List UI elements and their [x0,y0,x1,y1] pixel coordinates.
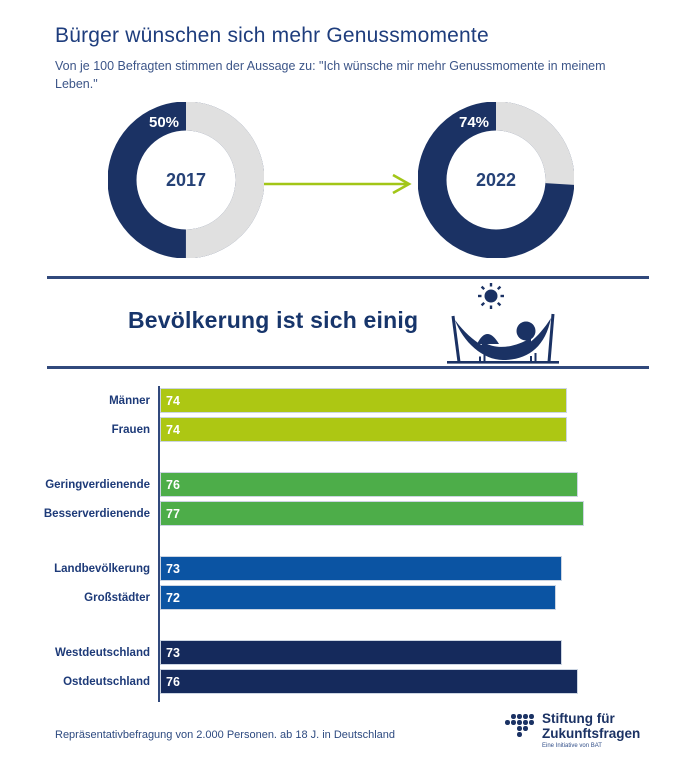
bar-value: 73 [166,561,180,576]
bar [160,388,567,413]
bar-row [0,472,696,497]
bar-row [0,501,696,526]
donut-percent-label: 74% [458,114,490,131]
bar-label: Geringverdienende [45,478,150,491]
logo-tagline: Eine Initiative von BAT [542,743,602,750]
bar-value: 76 [166,674,180,689]
bar [160,501,584,526]
bar [160,585,556,610]
logo-dot [511,714,516,719]
bar [160,669,578,694]
banner-headline: Bevölkerung ist sich einig [128,307,419,333]
divider-line [47,276,649,279]
bar-group [0,556,696,610]
bar-label: Frauen [111,423,150,436]
logo-dot [517,714,522,719]
bar [160,472,578,497]
bar-label: Westdeutschland [55,646,150,659]
bar-row [0,669,696,694]
logo-dot-empty [511,726,516,731]
logo-dot [523,726,528,731]
logo-dot [523,714,528,719]
logo-dot-empty [505,732,510,737]
bar-value: 77 [166,506,180,521]
bar-row [0,388,696,413]
logo-dot-empty [523,732,528,737]
logo-text [542,711,640,749]
logo-dot [517,720,522,725]
hammock-icon [447,314,559,364]
bar-chart-rows [0,388,696,694]
donut-year-label: 2017 [165,169,207,190]
donut-percent-label: 50% [148,114,180,131]
bar-row [0,556,696,581]
logo-dots-icon [505,714,535,749]
bar-chart [0,386,696,704]
logo-dot [529,714,534,719]
bar-value: 73 [166,645,180,660]
logo-dot [505,720,510,725]
page-title: Bürger wünschen sich mehr Genussmomente [55,24,489,47]
logo-dot-empty [529,732,534,737]
logo-dot [523,720,528,725]
bar-label: Großstädter [84,591,150,604]
bar [160,556,562,581]
donut-chart-2017 [108,102,264,258]
donut-year-label: 2022 [475,169,517,190]
bar-value: 76 [166,477,180,492]
logo-dot-empty [505,714,510,719]
stiftung-zukunftsfragen-logo [505,711,640,749]
logo-dot-empty [511,732,516,737]
bar-group [0,640,696,694]
bar-label: Ostdeutschland [63,675,150,688]
bar-row [0,417,696,442]
bar-group [0,472,696,526]
logo-line-1: Stiftung für [542,711,615,726]
trend-arrow-icon [262,170,414,198]
logo-line-2: Zukunftsfragen [542,726,641,742]
sun-and-hammock-icon [447,282,559,366]
bar-group [0,388,696,442]
bar-value: 72 [166,590,180,605]
bar [160,417,567,442]
bar-label: Männer [109,394,150,407]
donut-chart-2022 [418,102,574,258]
bar [160,640,562,665]
source-note: Repräsentativbefragung von 2.000 Personen. ab 18 J. in Deutschland [55,729,396,741]
bar-value: 74 [166,422,180,437]
sun-icon [478,283,504,309]
logo-dot [517,726,522,731]
logo-dot-empty [505,726,510,731]
bar-label: Besserverdienende [43,507,150,520]
divider-line [47,366,649,369]
bar-label: Landbevölkerung [54,562,150,575]
page-subtitle: Von je 100 Befragten stimmen der Aussage zu: "Ich wünsche mir mehr Genussmomente in meinem Leben." [55,59,606,92]
logo-dot [517,732,522,737]
bar-row [0,585,696,610]
logo-dot [529,720,534,725]
bar-value: 74 [166,393,180,408]
logo-dot [511,720,516,725]
logo-dot-empty [529,726,534,731]
bar-row [0,640,696,665]
